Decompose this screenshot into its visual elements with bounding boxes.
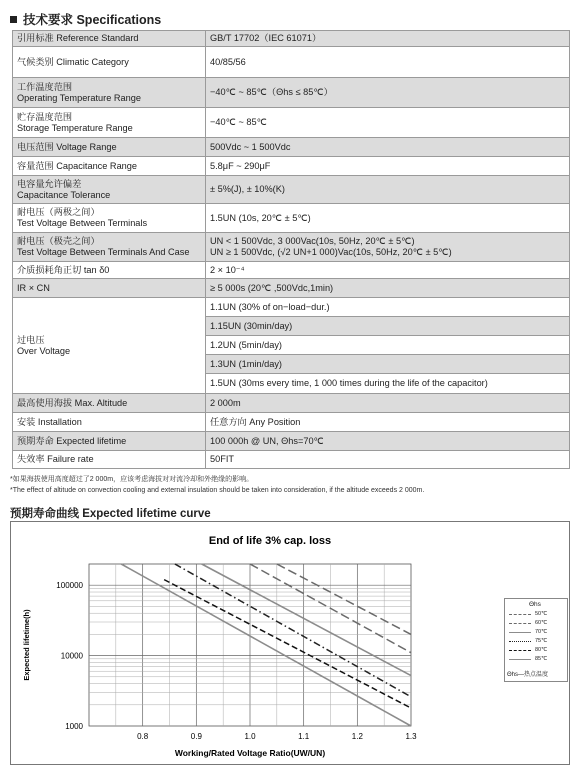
spec-label — [13, 204, 206, 233]
spec-row — [13, 157, 570, 176]
spec-label-line: IR × CN — [17, 282, 50, 293]
legend-label: 85℃ — [535, 656, 548, 662]
spec-row — [13, 204, 570, 233]
spec-value-line: 50FIT — [210, 454, 234, 464]
legend-swatch — [509, 632, 531, 633]
overvoltage-value: 1.1UN (30% of on−load−dur.) — [206, 298, 570, 317]
spec-label — [13, 108, 206, 138]
y-tick-label: 10000 — [60, 651, 83, 661]
spec-value-line: UN ≥ 1 500Vdc, (√2 UN+1 000)Vac(10s, 50Hz, 20℃ ± 5℃) — [210, 247, 452, 257]
spec-value — [206, 451, 570, 469]
notes — [10, 474, 424, 496]
legend-label: 75℃ — [535, 638, 548, 644]
spec-value — [206, 279, 570, 298]
lifetime-chart-svg — [11, 522, 569, 764]
spec-label — [13, 78, 206, 108]
spec-label-line: 电容量允许偏差 — [17, 178, 82, 189]
specifications-table — [12, 30, 570, 469]
spec-label — [13, 47, 206, 78]
spec-row — [13, 78, 570, 108]
spec-value — [206, 47, 570, 78]
overvoltage-value: 1.5UN (30ms every time, 1 000 times during the life of the capacitor) — [206, 374, 570, 394]
lifetime-chart — [10, 521, 570, 765]
spec-value — [206, 78, 570, 108]
spec-label-line: 安装 Installation — [17, 416, 82, 427]
legend-title: Θhs — [529, 601, 541, 608]
spec-label — [13, 157, 206, 176]
chart-legend — [504, 598, 568, 682]
legend-footer: Θhs—热点温度 — [507, 672, 549, 678]
overvoltage-row — [13, 298, 570, 317]
spec-label — [13, 394, 206, 413]
legend-label: 80℃ — [535, 647, 548, 653]
spec-value-line: 1.5UN (10s, 20℃ ± 5℃) — [210, 212, 311, 223]
spec-value-line: 5.8μF ~ 290μF — [210, 160, 271, 171]
spec-value — [206, 108, 570, 138]
spec-label-line: 贮存温度范围 — [17, 111, 73, 122]
spec-value — [206, 176, 570, 204]
spec-value-line: −40℃ ~ 85℃ — [210, 117, 267, 127]
spec-label-line: 耐电压（极壳之间） — [17, 236, 100, 246]
spec-row — [13, 176, 570, 204]
spec-label-line: 电压范围 Voltage Range — [17, 141, 117, 152]
spec-value — [206, 138, 570, 157]
spec-value — [206, 394, 570, 413]
spec-value-line: UN < 1 500Vdc, 3 000Vac(10s, 50Hz, 20℃ ± 5℃) — [210, 236, 415, 246]
note-cn: *如果海拔使用高度超过了2 000m，应该考虑海拔对对流冷却和外绝缘的影响。 — [10, 476, 254, 483]
spec-value-line: 100 000h @ UN, Θhs=70℃ — [210, 435, 324, 446]
spec-label — [13, 233, 206, 262]
x-tick-label: 0.9 — [190, 732, 202, 741]
spec-row — [13, 451, 570, 469]
legend-swatch — [509, 650, 531, 651]
x-axis-label: Working/Rated Voltage Ratio(UW/UN) — [174, 748, 326, 758]
spec-value-line: GB/T 17702（IEC 61071） — [210, 33, 322, 43]
spec-row — [13, 138, 570, 157]
overvoltage-value: 1.3UN (1min/day) — [206, 355, 570, 374]
spec-value-line: 500Vdc ~ 1 500Vdc — [210, 141, 291, 152]
spec-label — [13, 262, 206, 279]
spec-label-line: 气候类别 Climatic Category — [17, 56, 129, 67]
spec-value-line: −40℃ ~ 85℃（Θhs ≤ 85℃） — [210, 87, 333, 97]
spec-value — [206, 413, 570, 432]
legend-label: 50℃ — [535, 611, 548, 617]
overvoltage-value: 1.2UN (5min/day) — [206, 336, 570, 355]
spec-value-line: ± 5%(J), ± 10%(K) — [210, 184, 285, 194]
legend-swatch — [509, 623, 531, 624]
overvoltage-label — [13, 298, 206, 394]
spec-row — [13, 413, 570, 432]
spec-row — [13, 233, 570, 262]
x-tick-label: 0.8 — [137, 732, 149, 741]
y-axis-label: Expected lifetime(h) — [22, 609, 31, 681]
spec-label-line: Capacitance Tolerance — [17, 189, 111, 200]
spec-row — [13, 31, 570, 47]
spec-value-line: ≥ 5 000s (20℃ ,500Vdc,1min) — [210, 282, 334, 293]
spec-label-line: 预期寿命 Expected lifetime — [17, 435, 127, 446]
legend-swatch — [509, 641, 531, 642]
chart-title: End of life 3% cap. loss — [208, 535, 332, 547]
spec-label-line: Test Voltage Between Terminals — [17, 218, 148, 228]
spec-label-line: 工作温度范围 — [17, 81, 73, 92]
spec-value — [206, 432, 570, 451]
spec-row — [13, 432, 570, 451]
spec-label — [13, 279, 206, 298]
section-title: 技术要求 Specifications — [10, 10, 161, 28]
curve-title: 预期寿命曲线 Expected lifetime curve — [10, 508, 211, 520]
spec-label-line: 介质损耗角正切 tan δ0 — [17, 264, 110, 275]
overvoltage-label-line: Over Voltage — [17, 345, 71, 356]
spec-row — [13, 47, 570, 78]
legend-label: 60℃ — [535, 620, 548, 626]
spec-row — [13, 394, 570, 413]
spec-label-line: 引用标准 Reference Standard — [17, 33, 139, 43]
spec-label-line: Operating Temperature Range — [17, 92, 141, 103]
spec-label — [13, 432, 206, 451]
spec-label-line: 耐电压（两极之间） — [17, 207, 100, 217]
x-tick-label: 1.1 — [298, 732, 310, 741]
spec-label-line: Test Voltage Between Terminals And Case — [17, 247, 190, 257]
spec-value-line: 任意方向 Any Position — [210, 416, 301, 427]
x-tick-label: 1.0 — [244, 732, 256, 741]
spec-row — [13, 279, 570, 298]
spec-label — [13, 451, 206, 469]
y-tick-label: 1000 — [65, 722, 83, 731]
square-bullet-icon — [10, 16, 17, 23]
spec-label — [13, 176, 206, 204]
overvoltage-label-line: 过电压 — [17, 334, 45, 345]
legend-swatch — [509, 614, 531, 615]
spec-label-line: 容量范围 Capacitance Range — [17, 160, 138, 171]
legend-label: 70℃ — [535, 629, 548, 635]
spec-label-line: 最高使用海拔 Max. Altitude — [17, 397, 128, 408]
spec-label-line: 失效率 Failure rate — [17, 454, 94, 464]
spec-value — [206, 262, 570, 279]
spec-value — [206, 157, 570, 176]
spec-value — [206, 233, 570, 262]
spec-value-line: 2 × 10⁻⁴ — [210, 264, 245, 275]
spec-label-line: Storage Temperature Range — [17, 122, 133, 133]
spec-value-line: 2 000m — [210, 397, 241, 408]
spec-label — [13, 413, 206, 432]
spec-row — [13, 262, 570, 279]
spec-row — [13, 108, 570, 138]
legend-swatch — [509, 659, 531, 660]
x-tick-label: 1.2 — [351, 732, 363, 741]
note-en: *The effect of altitude on convection cooling and external insulation should be taken into consideration, if the altitude exceeds 2 000m. — [10, 487, 425, 494]
spec-label — [13, 31, 206, 47]
x-tick-label: 1.3 — [405, 732, 417, 741]
overvoltage-value: 1.15UN (30min/day) — [206, 317, 570, 336]
spec-label — [13, 138, 206, 157]
spec-value — [206, 204, 570, 233]
y-tick-label: 100000 — [56, 581, 83, 591]
spec-value-line: 40/85/56 — [210, 56, 246, 67]
spec-value — [206, 31, 570, 47]
